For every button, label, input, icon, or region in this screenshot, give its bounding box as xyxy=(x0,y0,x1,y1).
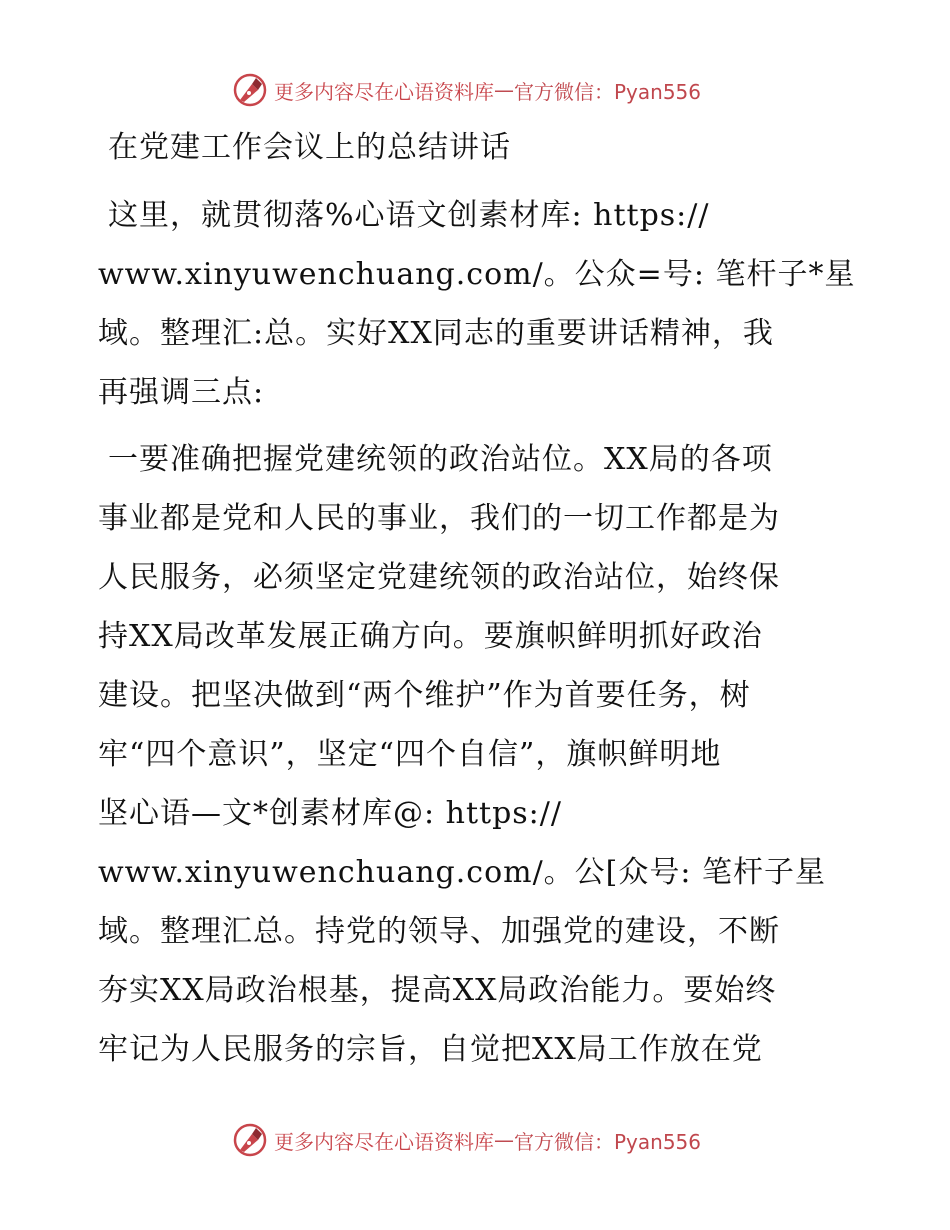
footer-watermark-banner xyxy=(232,1120,701,1160)
paragraph-line: www.xinyuwenchuang.com/。公众=号: 笔杆子*星 xyxy=(98,257,856,292)
banner-wechat-text: 官方微信：Pyan556 xyxy=(514,79,702,104)
document-body xyxy=(98,118,856,1079)
paragraph-1 xyxy=(98,186,856,422)
pen-nib-logo-icon xyxy=(232,1122,268,1158)
paragraph-line: 这里，就贯彻落%心语文创素材库: https:// xyxy=(108,198,710,233)
paragraph-line: 坚心语—文*创素材库@: https:// xyxy=(98,796,562,831)
paragraph-line: 夯实XX局政治根基，提高XX局政治能力。要始终 xyxy=(98,973,777,1008)
paragraph-line: 事业都是党和人民的事业，我们的一切工作都是为 xyxy=(98,501,780,536)
paragraph-line: www.xinyuwenchuang.com/。公[众号: 笔杆子星 xyxy=(98,855,827,890)
banner-wechat-text: 官方微信：Pyan556 xyxy=(514,1129,702,1154)
banner-site-text: 更多内容尽在心语资料库 xyxy=(274,79,494,104)
paragraph-line: 牢记为人民服务的宗旨，自觉把XX局工作放在党 xyxy=(98,1032,763,1067)
paragraph-line: 一要准确把握党建统领的政治站位。XX局的各项 xyxy=(108,442,773,477)
document-title: 在党建工作会议上的总结讲话 xyxy=(108,130,511,165)
paragraph-line: 域。整理汇:总。实好XX同志的重要讲话精神，我 xyxy=(98,316,774,351)
paragraph-line: 持XX局改革发展正确方向。要旗帜鲜明抓好政治 xyxy=(98,619,763,654)
paragraph-line: 牢“四个意识”，坚定“四个自信”，旗帜鲜明地 xyxy=(98,737,722,772)
header-watermark-banner xyxy=(232,70,701,110)
paragraph-line: 人民服务，必须坚定党建统领的政治站位，始终保 xyxy=(98,560,780,595)
banner-separator: — xyxy=(494,1128,514,1152)
banner-site-text: 更多内容尽在心语资料库 xyxy=(274,1129,494,1154)
paragraph-line: 域。整理汇总。持党的领导、加强党的建设，不断 xyxy=(98,914,780,949)
paragraph-2 xyxy=(98,430,850,1079)
pen-nib-logo-icon xyxy=(232,72,268,108)
paragraph-line: 再强调三点: xyxy=(98,375,265,410)
paragraph-line: 建设。把坚决做到“两个维护”作为首要任务，树 xyxy=(98,678,751,713)
banner-separator: — xyxy=(494,78,514,102)
